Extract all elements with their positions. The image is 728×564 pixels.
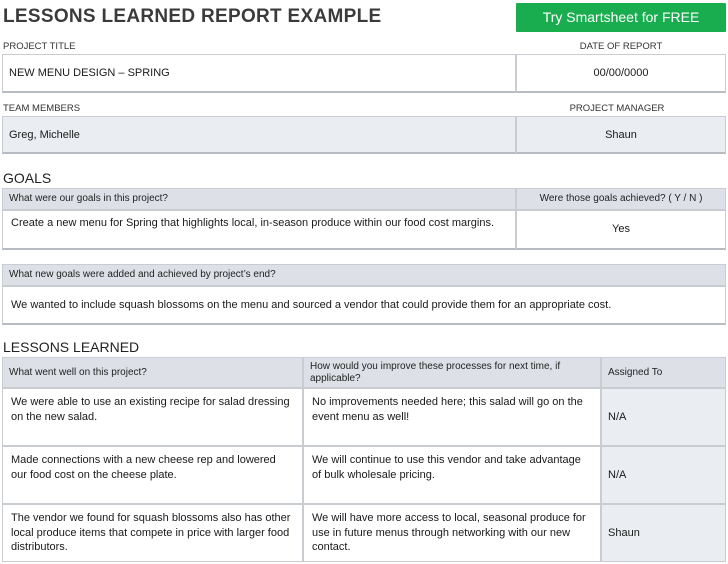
team-members-field[interactable] [2,116,516,154]
lessons-column-header-went-well [2,357,303,388]
table-row-3-improve[interactable] [303,504,601,562]
goals-achieved-header [516,188,726,210]
new-goals-header-text: What new goals were added and achieved by project’s end? [9,269,276,280]
table-row-2-assigned[interactable] [601,446,726,504]
team-members-label: TEAM MEMBERS [3,103,81,114]
went-well-text: Made connections with a new cheese rep and lowered our food cost on the cheese plate. [11,454,276,481]
project-title-field[interactable] [2,54,516,93]
goals-section-title: GOALS [3,170,52,186]
goals-question-header-text: What were our goals in this project? [9,193,168,204]
goals-achieved-cell[interactable] [516,210,726,250]
assigned-text: Shaun [608,526,640,539]
assigned-text: N/A [608,468,627,481]
project-manager-value: Shaun [605,128,637,141]
new-goals-text: We wanted to include squash blossoms on the menu and sourced a vendor that could provide them for an appropriate cost. [11,298,612,311]
project-title-value: NEW MENU DESIGN – SPRING [9,67,170,79]
new-goals-header [2,264,726,286]
improve-text: No improvements needed here; this salad will go on the event menu as well! [312,396,583,423]
went-well-text: We were able to use an existing recipe for salad dressing on the new salad. [11,396,290,423]
goals-answer-cell[interactable] [2,210,516,250]
goals-answer-text: Create a new menu for Spring that highlights local, in-season produce within our food cost margins. [11,217,495,229]
try-smartsheet-button[interactable]: Try Smartsheet for FREE [516,3,726,32]
improve-text: We will continue to use this vendor and take advantage of bulk wholesale pricing. [312,454,581,481]
date-of-report-field[interactable] [516,54,726,93]
goals-question-header [2,188,516,210]
improve-text: We will have more access to local, seasonal produce for use in future menus through networking with our new contact. [312,512,586,553]
lessons-column-header-assigned [601,357,726,388]
lessons-column-header-text: Assigned To [608,366,663,378]
lessons-column-header-text: How would you improve these processes for next time, if applicable? [310,360,561,384]
date-of-report-label: DATE OF REPORT [579,41,663,52]
project-manager-label: PROJECT MANAGER [569,103,665,114]
table-row-1-assigned[interactable] [601,388,726,446]
lessons-column-header-text: What went well on this project? [9,366,147,378]
team-members-value: Greg, Michelle [9,128,80,141]
table-row-1-went-well[interactable] [2,388,303,446]
went-well-text: The vendor we found for squash blossoms also has other local produce items that compete in price with larger food distributors. [11,512,291,553]
table-row-2-improve[interactable] [303,446,601,504]
page-title: LESSONS LEARNED REPORT EXAMPLE [3,6,382,27]
lessons-column-header-improve [303,357,601,388]
table-row-2-went-well[interactable] [2,446,303,504]
goals-achieved-value: Yes [612,223,630,236]
goals-achieved-header-text: Were those goals achieved? ( Y / N ) [539,193,703,204]
table-row-3-assigned[interactable] [601,504,726,562]
new-goals-cell[interactable] [2,286,726,325]
date-of-report-value: 00/00/0000 [593,67,649,79]
project-manager-field[interactable] [516,116,726,154]
project-title-label: PROJECT TITLE [3,41,76,52]
lessons-section-title: LESSONS LEARNED [3,339,140,355]
table-row-1-improve[interactable] [303,388,601,446]
assigned-text: N/A [608,410,627,423]
table-row-3-went-well[interactable] [2,504,303,562]
